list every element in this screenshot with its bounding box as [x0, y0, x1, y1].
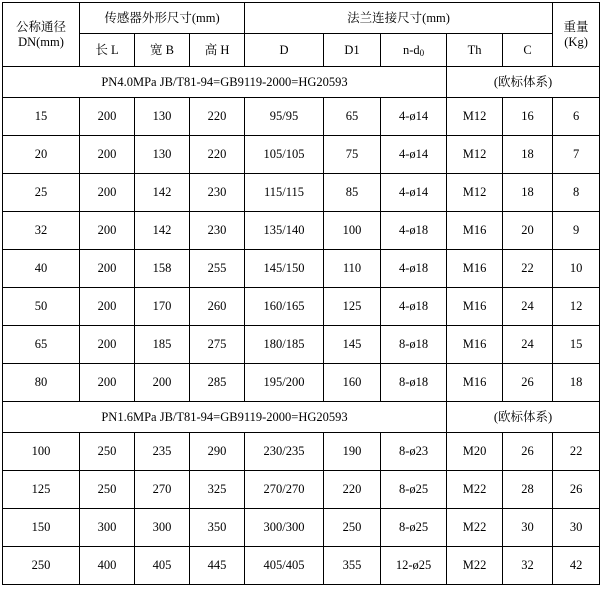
table-row: [3, 250, 600, 288]
cell-c: 24: [503, 288, 553, 326]
table-row: [3, 288, 600, 326]
cell-c: 18: [503, 174, 553, 212]
cell-dn: 32: [3, 212, 80, 250]
cell-weight: 8: [553, 174, 600, 212]
cell-dn: 50: [3, 288, 80, 326]
cell-weight: 7: [553, 136, 600, 174]
cell-width: 170: [135, 288, 190, 326]
specification-table: [2, 2, 600, 585]
cell-c: 26: [503, 433, 553, 471]
cell-n-d0: 4-ø18: [381, 212, 447, 250]
cell-weight: 22: [553, 433, 600, 471]
header-sensor-dimensions: 传感器外形尺寸(mm): [80, 3, 245, 34]
cell-d: 160/165: [245, 288, 324, 326]
cell-weight: 30: [553, 509, 600, 547]
cell-d1: 145: [324, 326, 381, 364]
section-band-standard: (欧标体系): [447, 67, 600, 98]
cell-dn: 80: [3, 364, 80, 402]
cell-length: 250: [80, 471, 135, 509]
cell-d1: 100: [324, 212, 381, 250]
cell-n-d0: 4-ø14: [381, 136, 447, 174]
cell-c: 16: [503, 98, 553, 136]
cell-weight: 6: [553, 98, 600, 136]
subheader-width: 宽 B: [135, 34, 190, 67]
table-row: [3, 212, 600, 250]
cell-d1: 125: [324, 288, 381, 326]
cell-n-d0: 8-ø25: [381, 471, 447, 509]
cell-c: 20: [503, 212, 553, 250]
cell-d: 270/270: [245, 471, 324, 509]
header-weight: [553, 3, 600, 67]
cell-length: 200: [80, 326, 135, 364]
cell-d1: 75: [324, 136, 381, 174]
cell-th: M16: [447, 212, 503, 250]
cell-n-d0: 8-ø25: [381, 509, 447, 547]
cell-d: 145/150: [245, 250, 324, 288]
cell-d: 405/405: [245, 547, 324, 585]
cell-n-d0: 12-ø25: [381, 547, 447, 585]
cell-length: 200: [80, 364, 135, 402]
cell-d: 135/140: [245, 212, 324, 250]
header-nominal-diameter: [3, 3, 80, 67]
cell-height: 230: [190, 174, 245, 212]
cell-width: 158: [135, 250, 190, 288]
cell-n-d0: 4-ø18: [381, 288, 447, 326]
cell-dn: 150: [3, 509, 80, 547]
subheader-height: 高 H: [190, 34, 245, 67]
cell-d1: 110: [324, 250, 381, 288]
cell-height: 220: [190, 98, 245, 136]
cell-dn: 125: [3, 471, 80, 509]
cell-length: 200: [80, 288, 135, 326]
cell-th: M20: [447, 433, 503, 471]
cell-d: 180/185: [245, 326, 324, 364]
cell-weight: 18: [553, 364, 600, 402]
subheader-c: C: [503, 34, 553, 67]
cell-dn: 250: [3, 547, 80, 585]
cell-th: M16: [447, 288, 503, 326]
section-band-row: [3, 67, 600, 98]
cell-weight: 42: [553, 547, 600, 585]
table-row: [3, 433, 600, 471]
table-row: [3, 509, 600, 547]
cell-d1: 85: [324, 174, 381, 212]
cell-width: 142: [135, 212, 190, 250]
cell-th: M12: [447, 136, 503, 174]
cell-height: 445: [190, 547, 245, 585]
cell-height: 285: [190, 364, 245, 402]
cell-n-d0: 8-ø18: [381, 364, 447, 402]
cell-width: 142: [135, 174, 190, 212]
cell-d1: 250: [324, 509, 381, 547]
table-row: [3, 98, 600, 136]
cell-length: 200: [80, 98, 135, 136]
section-band-row: [3, 402, 600, 433]
subheader-d1: D1: [324, 34, 381, 67]
header-flange-dimensions: 法兰连接尺寸(mm): [245, 3, 553, 34]
cell-width: 405: [135, 547, 190, 585]
cell-length: 200: [80, 136, 135, 174]
section-band-label: PN1.6MPa JB/T81-94=GB9119-2000=HG20593: [3, 402, 447, 433]
cell-length: 200: [80, 250, 135, 288]
section-band-label: PN4.0MPa JB/T81-94=GB9119-2000=HG20593: [3, 67, 447, 98]
cell-height: 290: [190, 433, 245, 471]
cell-width: 270: [135, 471, 190, 509]
cell-d: 230/235: [245, 433, 324, 471]
cell-d: 300/300: [245, 509, 324, 547]
subheader-d: D: [245, 34, 324, 67]
cell-width: 130: [135, 136, 190, 174]
cell-c: 30: [503, 509, 553, 547]
cell-weight: 15: [553, 326, 600, 364]
table-row: [3, 471, 600, 509]
cell-c: 26: [503, 364, 553, 402]
cell-d: 115/115: [245, 174, 324, 212]
table-row: [3, 174, 600, 212]
cell-height: 325: [190, 471, 245, 509]
cell-n-d0: 4-ø14: [381, 98, 447, 136]
cell-dn: 100: [3, 433, 80, 471]
cell-height: 255: [190, 250, 245, 288]
cell-length: 200: [80, 174, 135, 212]
cell-c: 18: [503, 136, 553, 174]
cell-th: M22: [447, 471, 503, 509]
subheader-n-d0: $n-d_0$: [381, 34, 447, 67]
cell-n-d0: 4-ø14: [381, 174, 447, 212]
cell-height: 260: [190, 288, 245, 326]
cell-dn: 65: [3, 326, 80, 364]
cell-width: 130: [135, 98, 190, 136]
cell-th: M12: [447, 174, 503, 212]
cell-n-d0: 8-ø23: [381, 433, 447, 471]
cell-weight: 10: [553, 250, 600, 288]
cell-weight: 12: [553, 288, 600, 326]
cell-c: 22: [503, 250, 553, 288]
cell-weight: 9: [553, 212, 600, 250]
cell-c: 28: [503, 471, 553, 509]
cell-c: 32: [503, 547, 553, 585]
subheader-th: Th: [447, 34, 503, 67]
cell-dn: 40: [3, 250, 80, 288]
section-band-standard: (欧标体系): [447, 402, 600, 433]
cell-th: M16: [447, 364, 503, 402]
header-nominal-diameter-line1: 公称通径: [15, 20, 66, 35]
cell-th: M22: [447, 547, 503, 585]
cell-dn: 20: [3, 136, 80, 174]
table-row: [3, 364, 600, 402]
cell-n-d0: 8-ø18: [381, 326, 447, 364]
cell-th: M22: [447, 509, 503, 547]
cell-height: 220: [190, 136, 245, 174]
header-weight-line1: 重量: [563, 20, 589, 35]
cell-d1: 355: [324, 547, 381, 585]
cell-height: 275: [190, 326, 245, 364]
table-row: [3, 547, 600, 585]
cell-d1: 190: [324, 433, 381, 471]
cell-width: 235: [135, 433, 190, 471]
cell-height: 230: [190, 212, 245, 250]
cell-d: 95/95: [245, 98, 324, 136]
cell-th: M16: [447, 326, 503, 364]
cell-d1: 160: [324, 364, 381, 402]
cell-width: 185: [135, 326, 190, 364]
cell-n-d0: 4-ø18: [381, 250, 447, 288]
cell-length: 200: [80, 212, 135, 250]
cell-length: 300: [80, 509, 135, 547]
cell-th: M16: [447, 250, 503, 288]
cell-dn: 15: [3, 98, 80, 136]
cell-d1: 220: [324, 471, 381, 509]
subheader-length: 长 L: [80, 34, 135, 67]
cell-d1: 65: [324, 98, 381, 136]
cell-length: 400: [80, 547, 135, 585]
table-subheader-row: [3, 34, 600, 67]
cell-d: 105/105: [245, 136, 324, 174]
table-row: [3, 136, 600, 174]
cell-height: 350: [190, 509, 245, 547]
cell-weight: 26: [553, 471, 600, 509]
cell-dn: 25: [3, 174, 80, 212]
cell-width: 200: [135, 364, 190, 402]
cell-d: 195/200: [245, 364, 324, 402]
header-weight-line2: (Kg): [564, 34, 588, 49]
header-nominal-diameter-line2: DN(mm): [18, 34, 64, 49]
cell-c: 24: [503, 326, 553, 364]
cell-th: M12: [447, 98, 503, 136]
cell-width: 300: [135, 509, 190, 547]
table-row: [3, 326, 600, 364]
cell-length: 250: [80, 433, 135, 471]
table-header-group-row: [3, 3, 600, 34]
